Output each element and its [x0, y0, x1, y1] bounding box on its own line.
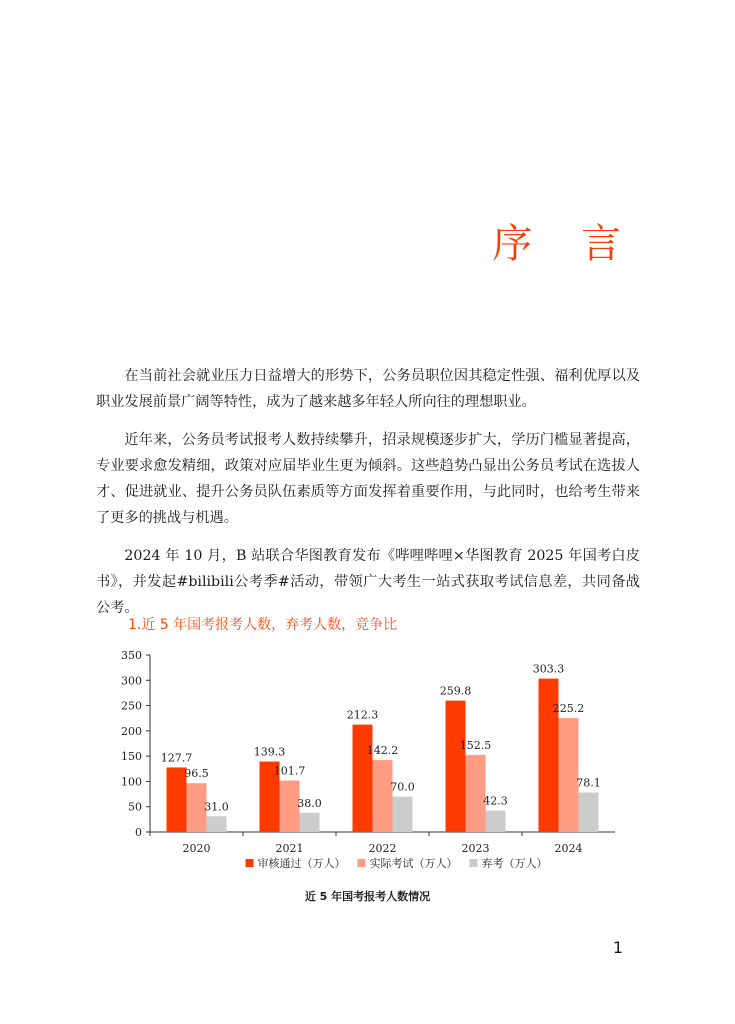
bar	[207, 816, 227, 832]
data-label: 42.3	[483, 794, 508, 808]
bar	[373, 760, 393, 832]
bar	[446, 701, 466, 832]
data-label: 142.2	[366, 744, 399, 758]
y-tick-label: 50	[128, 800, 142, 814]
bar	[559, 718, 579, 832]
x-tick-label: 2021	[275, 842, 304, 855]
legend-label: 弃考（万人）	[481, 857, 548, 870]
data-label: 139.3	[253, 745, 286, 759]
legend-swatch	[358, 859, 366, 867]
bar-chart	[110, 645, 630, 885]
intro-paragraph-1: 在当前社会就业压力日益增大的形势下，公务员职位因其稳定性强、福利优厚以及职业发展前景广阔等特性，成为了越来越多年轻人所向往的理想职业。	[96, 368, 640, 410]
y-tick-label: 150	[121, 750, 142, 764]
data-label: 101.7	[273, 764, 306, 778]
data-label: 259.8	[439, 684, 472, 698]
bar	[353, 725, 373, 832]
data-label: 70.0	[390, 780, 415, 794]
legend-label: 实际考试（万人）	[369, 857, 458, 870]
data-label: 96.5	[184, 767, 209, 781]
data-label: 212.3	[346, 708, 379, 722]
x-tick-label: 2020	[182, 842, 211, 855]
legend-swatch	[246, 859, 254, 867]
chart-heading: 1.近 5 年国考报考人数，弃考人数，竞争比	[128, 617, 398, 633]
x-tick-label: 2022	[368, 842, 397, 855]
bar	[486, 811, 506, 832]
data-label: 152.5	[459, 738, 492, 752]
data-label: 303.3	[532, 662, 565, 676]
bar	[579, 793, 599, 832]
legend-swatch	[470, 859, 478, 867]
data-label: 38.0	[297, 796, 322, 810]
intro-paragraph-2: 近年来，公务员考试报考人数持续攀升，招录规模逐步扩大，学历门槛显著提高，专业要求愈发精细，政策对应届毕业生更为倾斜。这些趋势凸显出公务员考试在选拔人才、促进就业、提升公务员队伍素质等方面发挥着重要作用，与此同时，也给考生带来了更多的挑战与机遇。	[96, 432, 640, 526]
y-tick-label: 0	[135, 826, 142, 839]
y-tick-label: 250	[121, 699, 142, 713]
x-tick-label: 2023	[461, 842, 490, 855]
y-tick-label: 300	[121, 674, 142, 688]
legend-label: 审核通过（万人）	[257, 857, 346, 870]
x-tick-label: 2024	[554, 842, 583, 855]
y-tick-label: 350	[121, 649, 142, 662]
y-tick-label: 100	[121, 775, 142, 789]
data-label: 225.2	[552, 702, 585, 716]
chart-caption: 近 5 年国考报考人数情况	[304, 890, 431, 903]
page-title: 序 言	[492, 221, 639, 267]
y-tick-label: 200	[121, 724, 142, 738]
page-number: 1	[612, 938, 623, 957]
bar	[393, 797, 413, 832]
data-label: 31.0	[204, 800, 229, 814]
intro-paragraph-3: 2024 年 10 月，B 站联合华图教育发布《哔哩哔哩×华图教育 2025 年国考白皮书》，并发起#bilibili公考季#活动，带领广大考生一站式获取考试信息差，共同备战公考。	[96, 548, 640, 616]
bar	[300, 813, 320, 832]
data-label: 78.1	[576, 776, 601, 790]
bar	[466, 755, 486, 832]
data-label: 127.7	[160, 751, 193, 765]
